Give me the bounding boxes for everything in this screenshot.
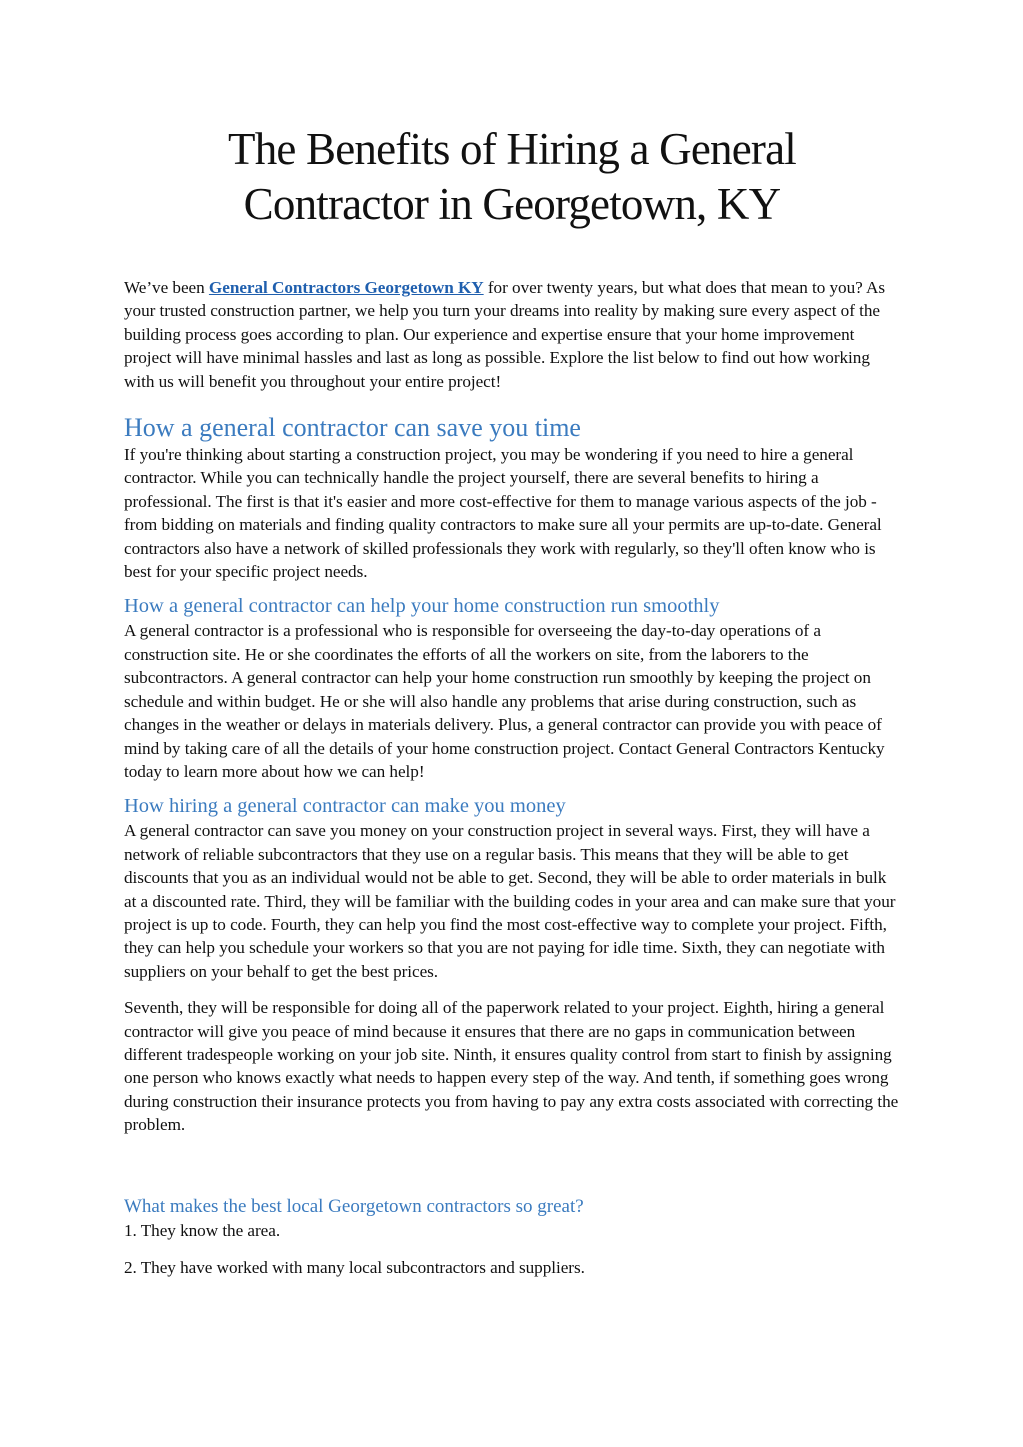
heading-local-contractors: What makes the best local Georgetown contractors so great? [124,1195,584,1217]
title-line-1: The Benefits of Hiring a General [228,124,796,174]
list-item: 2. They have worked with many local subcontractors and suppliers. [124,1258,585,1277]
paragraph-save-time: If you're thinking about starting a construction project, you may be wondering if you need to hire a general contractor. While you can technically handle the project yourself, there are several benefits to hiring a professional. The first is that it's easier and more cost-effective for them to manage various aspects of the job - from bidding on materials and finding quality contractors to make sure all your permits are up-to-date. General contractors also have a network of skilled professionals they work with regularly, so they'll often know who is best for your specific project needs. [124,445,882,582]
document-page [124,122,900,1279]
list-item: 1. They know the area. [124,1220,281,1240]
heading-make-money: How hiring a general contractor can make you money [124,795,566,818]
heading-save-time: How a general contractor can save you time [124,413,581,443]
intro-paragraph [124,276,900,393]
general-contractors-link[interactable]: General Contractors Georgetown KY [208,278,484,297]
intro-text-start: We’ve been [124,278,209,297]
paragraph-run-smoothly: A general contractor is a professional who is responsible for overseeing the day-to-day operations of a construction site. He or she coordinates the efforts of all the workers on site, from the laborers to the subcontractors. A general contractor can help your home construction run smoothly by keeping the project on schedule and within budget. He or she will also handle any problems that arise during construction, such as changes in the weather or delays in materials delivery. Plus, a general contractor can provide you with peace of mind by taking care of all the details of your home construction project. Contact General Contractors Kentucky today to learn more about how we can help! [124,621,885,781]
paragraph-make-money-2: Seventh, they will be responsible for doing all of the paperwork related to your project. Eighth, hiring a general contractor will give you peace of mind because it ensures that there are no gaps in communication between different tradespeople working on your job site. Ninth, it ensures quality control from start to finish by assigning one person who knows exactly what needs to happen every step of the way. And tenth, if something goes wrong during construction their insurance protects you from having to pay any extra costs associated with correcting the problem. [124,998,899,1135]
heading-run-smoothly: How a general contractor can help your home construction run smoothly [124,595,720,618]
page-title [124,122,900,232]
intro-text-rest: for over twenty years, but what does that mean to you? As your trusted construction partner, we help you turn your dreams into reality by making sure every aspect of the building process goes according to plan. Our experience and expertise ensure that your home improvement project will have minimal hassles and last as long as possible. Explore the list below to find out how working with us will benefit you throughout your entire project! [124,278,886,391]
title-line-2: Contractor in Georgetown, KY [243,179,781,229]
paragraph-make-money-1: A general contractor can save you money on your construction project in several ways. First, they will have a network of reliable subcontractors that they use on a regular basis. This means that they will be able to get discounts that you as an individual would not be able to get. Second, they will be able to order materials in bulk at a discounted rate. Third, they will be familiar with the building codes in your area and can make sure that your project is up to code. Fourth, they can help you find the most cost-effective way to complete your project. Fifth, they can help you schedule your workers so that you are not paying for idle time. Sixth, they can negotiate with suppliers on your behalf to get the best prices. [124,821,896,981]
